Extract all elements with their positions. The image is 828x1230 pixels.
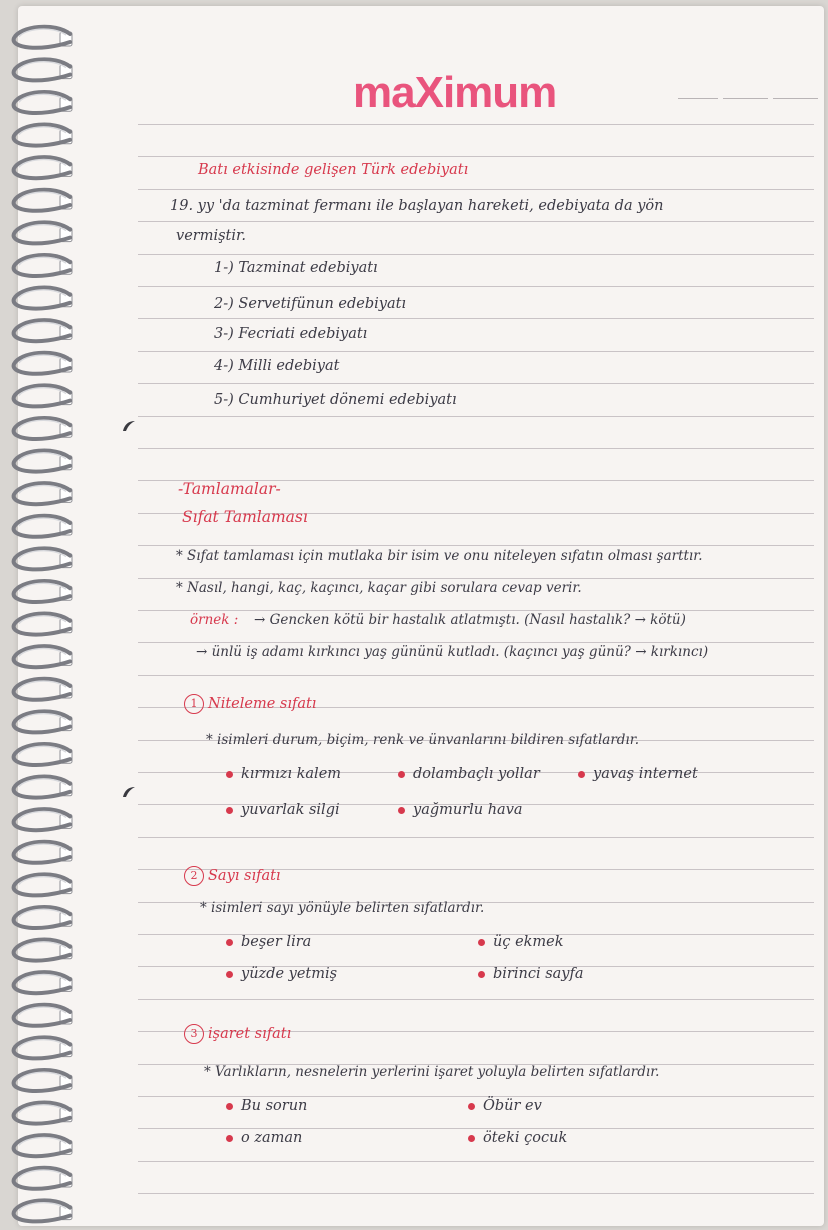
spiral-ring	[14, 744, 72, 765]
ruled-line	[138, 610, 814, 611]
spiral-ring	[14, 483, 72, 504]
note-heading: Batı etkisinde gelişen Türk edebiyatı	[198, 162, 469, 178]
spiral-ring	[14, 842, 72, 863]
section-title-text: Sayı sıfatı	[208, 868, 281, 884]
example-text: kırmızı kalem	[241, 766, 342, 782]
spiral-ring	[14, 874, 72, 895]
period-item: 1-) Tazminat edebiyatı	[214, 260, 378, 276]
example-item	[226, 1130, 302, 1146]
rule-text: * Nasıl, hangi, kaç, kaçıncı, kaçar gibi sorulara cevap verir.	[176, 580, 582, 596]
spiral-ring	[14, 679, 72, 700]
example-text: beşer lira	[241, 934, 312, 950]
spiral-ring	[14, 418, 72, 439]
spiral-ring	[14, 157, 72, 178]
rule-text: * Sıfat tamlaması için mutlaka bir isim ve onu niteleyen sıfatın olması şarttır.	[176, 548, 703, 564]
spiral-ring	[14, 59, 72, 80]
example-label: örnek :	[190, 612, 239, 628]
spiral-ring	[14, 1200, 72, 1221]
example-text: Bu sorun	[241, 1098, 308, 1114]
example-item	[578, 766, 698, 782]
example-text: o zaman	[241, 1130, 303, 1146]
brand-logo: maXimum	[353, 68, 557, 117]
rule-text: * Varlıkların, nesnelerin yerlerini işaret yoluyla belirten sıfatlardır.	[204, 1064, 660, 1080]
spiral-ring	[14, 516, 72, 537]
ruled-line	[138, 318, 814, 319]
spiral-ring	[14, 548, 72, 569]
spiral-ring	[14, 353, 72, 374]
bullet-icon	[226, 1135, 233, 1142]
ruled-line	[138, 837, 814, 838]
spiral-ring	[14, 451, 72, 472]
example-text: → ünlü iş adamı kırkıncı yaş gününü kutladı. (kaçıncı yaş günü? → kırkıncı)	[196, 644, 709, 660]
example-text: yuvarlak silgi	[241, 802, 340, 818]
intro-line-2: vermiştir.	[176, 228, 246, 244]
pen-mark-icon	[122, 418, 136, 432]
bullet-icon	[468, 1103, 475, 1110]
spiral-ring	[14, 320, 72, 341]
spiral-ring	[14, 1070, 72, 1091]
section-heading	[184, 1024, 291, 1044]
spiral-ring	[14, 1037, 72, 1058]
example-text: → Gencken kötü bir hastalık atlatmıştı. (Nasıl hastalık? → kötü)	[254, 612, 686, 628]
ruled-line	[138, 124, 814, 125]
example-text: Öbür ev	[483, 1098, 542, 1114]
number-badge: 1	[184, 694, 204, 714]
example-item	[478, 934, 564, 950]
number-badge: 3	[184, 1024, 204, 1044]
ruled-line	[138, 675, 814, 676]
example-text: üç ekmek	[493, 934, 564, 950]
spiral-ring	[14, 777, 72, 798]
section-title: -Tamlamalar-	[178, 480, 281, 498]
ruled-line	[138, 156, 814, 157]
spiral-ring	[14, 581, 72, 602]
spiral-ring	[14, 1103, 72, 1124]
example-item	[226, 802, 340, 818]
notebook-page	[18, 6, 824, 1226]
ruled-line	[138, 578, 814, 579]
ruled-line	[138, 1096, 814, 1097]
ruled-line	[138, 351, 814, 352]
ruled-line	[138, 416, 814, 417]
spiral-ring	[14, 92, 72, 113]
example-text: öteki çocuk	[483, 1130, 568, 1146]
bullet-icon	[226, 939, 233, 946]
example-item	[226, 766, 341, 782]
spiral-ring	[14, 646, 72, 667]
period-item: 5-) Cumhuriyet dönemi edebiyatı	[214, 392, 457, 408]
example-item	[226, 1098, 307, 1114]
rule-text: * isimleri durum, biçim, renk ve ünvanlarını bildiren sıfatlardır.	[206, 732, 640, 748]
spiral-ring	[14, 972, 72, 993]
bullet-icon	[478, 971, 485, 978]
spiral-ring	[14, 1005, 72, 1026]
spiral-ring	[14, 1168, 72, 1189]
spiral-ring	[14, 385, 72, 406]
spiral-ring	[14, 190, 72, 211]
period-item: 4-) Milli edebiyat	[214, 358, 340, 374]
ruled-line	[138, 999, 814, 1000]
example-item	[226, 934, 311, 950]
ruled-line	[138, 642, 814, 643]
spiral-ring	[14, 222, 72, 243]
rule-text: * isimleri sayı yönüyle belirten sıfatlardır.	[200, 900, 485, 916]
spiral-ring	[14, 940, 72, 961]
ruled-line	[138, 1128, 814, 1129]
bullet-icon	[398, 807, 405, 814]
bullet-icon	[226, 771, 233, 778]
bullet-icon	[398, 771, 405, 778]
date-line-day	[678, 98, 718, 99]
spiral-ring	[14, 711, 72, 732]
ruled-line	[138, 254, 814, 255]
example-item	[478, 966, 583, 982]
ruled-line	[138, 189, 814, 190]
example-text: dolambaçlı yollar	[413, 766, 540, 782]
spiral-ring	[14, 288, 72, 309]
intro-line-1: 19. yy 'da tazminat fermanı ile başlayan hareketi, edebiyata da yön	[170, 198, 664, 214]
bullet-icon	[478, 939, 485, 946]
section-heading	[184, 694, 316, 714]
spiral-ring	[14, 255, 72, 276]
section-title-text: Niteleme sıfatı	[208, 696, 317, 712]
section-heading	[184, 866, 281, 886]
ruled-line	[138, 1161, 814, 1162]
ruled-line	[138, 383, 814, 384]
pen-mark-icon	[122, 784, 136, 798]
spiral-binding	[0, 0, 95, 1230]
subsection-title: Sıfat Tamlaması	[182, 508, 308, 526]
example-text: yüzde yetmiş	[241, 966, 338, 982]
spiral-ring	[14, 809, 72, 830]
spiral-ring	[14, 1135, 72, 1156]
spiral-ring	[14, 907, 72, 928]
date-line-year	[773, 98, 818, 99]
example-text: yağmurlu hava	[413, 802, 523, 818]
ruled-line	[138, 1193, 814, 1194]
spiral-ring	[14, 614, 72, 635]
period-item: 2-) Servetifünun edebiyatı	[214, 296, 407, 312]
spiral-ring	[14, 27, 72, 48]
ruled-line	[138, 221, 814, 222]
example-text: birinci sayfa	[493, 966, 584, 982]
bullet-icon	[226, 807, 233, 814]
example-item	[398, 766, 540, 782]
example-item	[468, 1098, 542, 1114]
spiral-ring	[14, 125, 72, 146]
bullet-icon	[226, 971, 233, 978]
ruled-line	[138, 286, 814, 287]
number-badge: 2	[184, 866, 204, 886]
bullet-icon	[578, 771, 585, 778]
example-item	[398, 802, 523, 818]
example-item	[226, 966, 337, 982]
example-text: yavaş internet	[593, 766, 698, 782]
ruled-line	[138, 545, 814, 546]
date-line-month	[723, 98, 768, 99]
bullet-icon	[226, 1103, 233, 1110]
bullet-icon	[468, 1135, 475, 1142]
period-item: 3-) Fecriati edebiyatı	[214, 326, 368, 342]
ruled-line	[138, 448, 814, 449]
section-title-text: işaret sıfatı	[208, 1026, 292, 1042]
example-item	[468, 1130, 567, 1146]
